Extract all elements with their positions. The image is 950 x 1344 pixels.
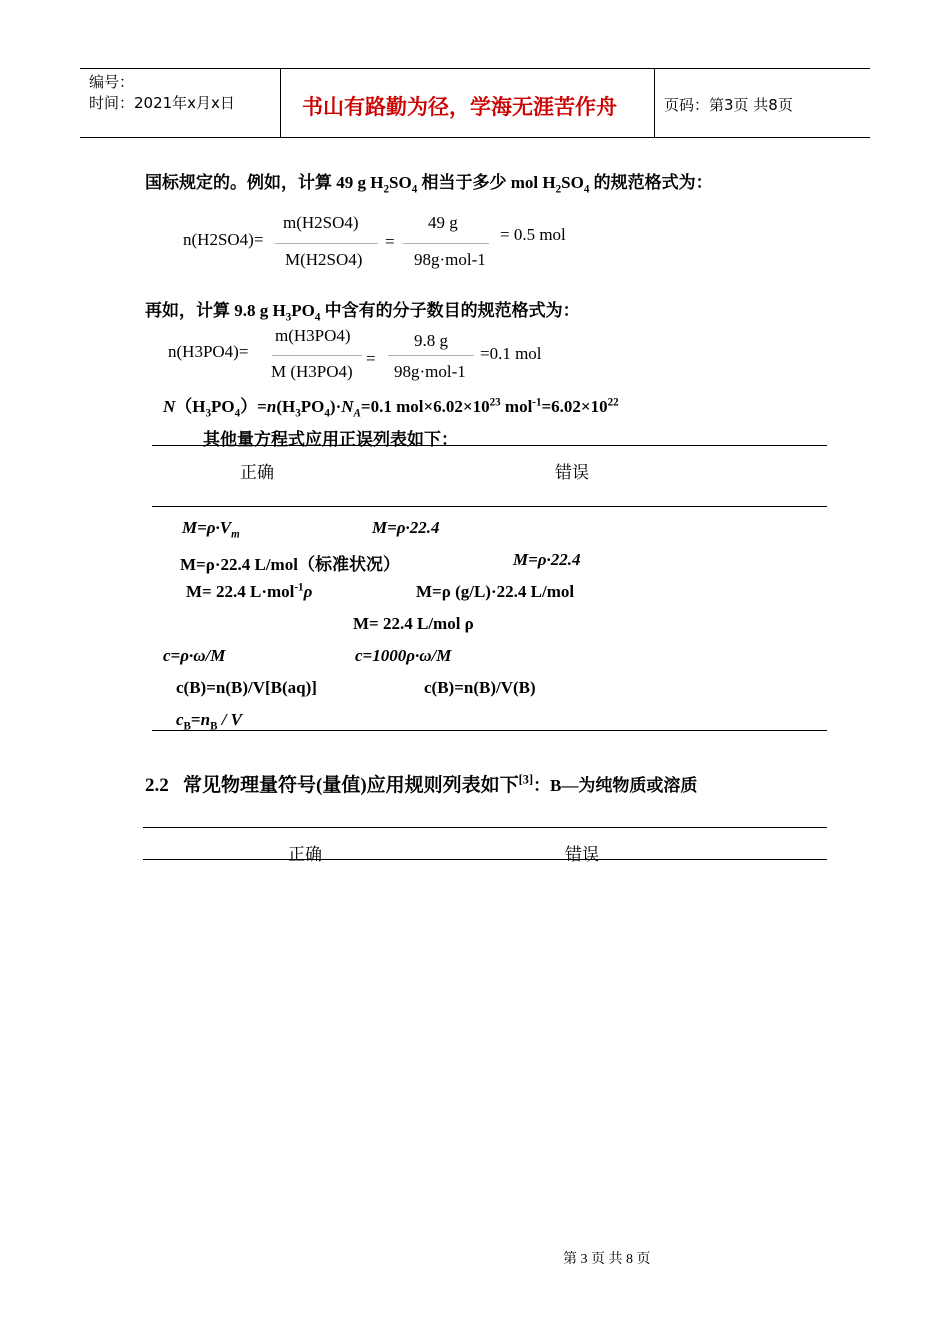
- section-heading: [145, 770, 697, 797]
- section-note: ：B—为纯物质或溶质: [533, 776, 698, 795]
- table2-header-rule: [143, 859, 827, 860]
- table1-bottom-rule: [152, 730, 827, 731]
- eq1-denominator-1: M(H2SO4): [285, 250, 363, 269]
- eq1-fraction-bar: [403, 243, 489, 244]
- eq2-fraction-bar: [272, 355, 362, 356]
- eq2-denominator-2: 98g·mol-1: [394, 362, 466, 381]
- table1-row5-wrong: c=1000ρ·ω/M: [355, 646, 452, 665]
- table1-row1-correct: $M=\rho\cdot V_m$: [182, 518, 240, 541]
- header-meta: [89, 72, 235, 114]
- eq2-numerator-1: m(H3PO4): [275, 326, 351, 345]
- table1-row5-correct: c=ρ·ω/M: [163, 646, 226, 665]
- section-number: 2.2: [145, 775, 169, 796]
- eq1-numerator-1: m(H2SO4): [283, 213, 359, 232]
- section-title: 常见物理量符号(量值)应用规则列表如下: [183, 775, 519, 796]
- table1-row3-correct: M= 22.4 L·mol$^{-1}$ρ: [186, 581, 313, 601]
- intro-paragraph: 国标规定的。例如，计算 49 g $H_2SO_4$ 相当于多少 mol $H_2SO_4$ 的规范格式为：: [145, 173, 713, 196]
- example2-paragraph: 再如，计算 9.8 g $H_3PO_4$ 中含有的分子数目的规范格式为：: [145, 301, 580, 324]
- equation-molecule-count: $N(H_3PO_4)=n(H_3PO_4)\cdot N_A=0.1$ $mol\times 6.02\times 10^{23}$ $mol^{-1}=6.02\times 10^{22}$: [163, 396, 619, 420]
- table1-top-rule: [152, 445, 827, 446]
- eq1-fraction-bar: [275, 243, 378, 244]
- table1-caption: 其他量方程式应用正误列表如下：: [203, 430, 458, 449]
- header-page-info: 页码：第3页 共8页: [664, 96, 793, 114]
- table1-header-rule: [152, 506, 827, 507]
- table1-row6-wrong: c(B)=n(B)/V(B): [424, 678, 536, 697]
- header-divider: [654, 69, 655, 137]
- doc-time-label: 时间：2021年x月x日: [89, 94, 235, 112]
- eq2-fraction-bar: [388, 355, 474, 356]
- eq2-numerator-2: 9.8 g: [414, 331, 448, 350]
- header-motto: 书山有路勤为径，学海无涯苦作舟: [302, 95, 617, 119]
- table2-header-correct: 正确: [288, 845, 322, 864]
- eq2-result: =0.1 mol: [480, 344, 542, 363]
- table1-row4-wrong: M= 22.4 L/mol ρ: [353, 614, 474, 633]
- eq2-equals: =: [366, 349, 376, 368]
- table1-row3-wrong: M=ρ (g/L)·22.4 L/mol: [416, 582, 575, 601]
- doc-code-label: 编号：: [89, 73, 135, 91]
- eq1-equals: =: [385, 232, 395, 251]
- table1-row2-correct: M=ρ·22.4 L/mol（标准状况）: [180, 555, 400, 574]
- table1-row2-wrong: M=ρ·22.4: [513, 550, 581, 569]
- eq1-denominator-2: 98g·mol-1: [414, 250, 486, 269]
- table2-top-rule: [143, 827, 827, 828]
- page-header: [80, 68, 870, 138]
- table1-row6-correct: c(B)=n(B)/V[B(aq)]: [176, 678, 317, 697]
- table1-row1-wrong: M=ρ·22.4: [372, 518, 440, 537]
- table1-header-correct: 正确: [240, 463, 274, 482]
- table1-row7-correct: $c_B=n_B / V$: [176, 710, 243, 733]
- table1-header-wrong: 错误: [555, 463, 589, 482]
- page-footer: 第 3 页 共 8 页: [563, 1252, 651, 1267]
- eq2-denominator-1: M (H3PO4): [271, 362, 353, 381]
- eq1-numerator-2: 49 g: [428, 213, 458, 232]
- section-reference: [3]: [518, 772, 534, 787]
- header-divider: [280, 69, 281, 137]
- eq1-lhs: n(H2SO4)=: [183, 230, 264, 249]
- eq2-lhs: n(H3PO4)=: [168, 342, 249, 361]
- eq1-result: = 0.5 mol: [500, 225, 566, 244]
- table2-header-wrong: 错误: [565, 845, 599, 864]
